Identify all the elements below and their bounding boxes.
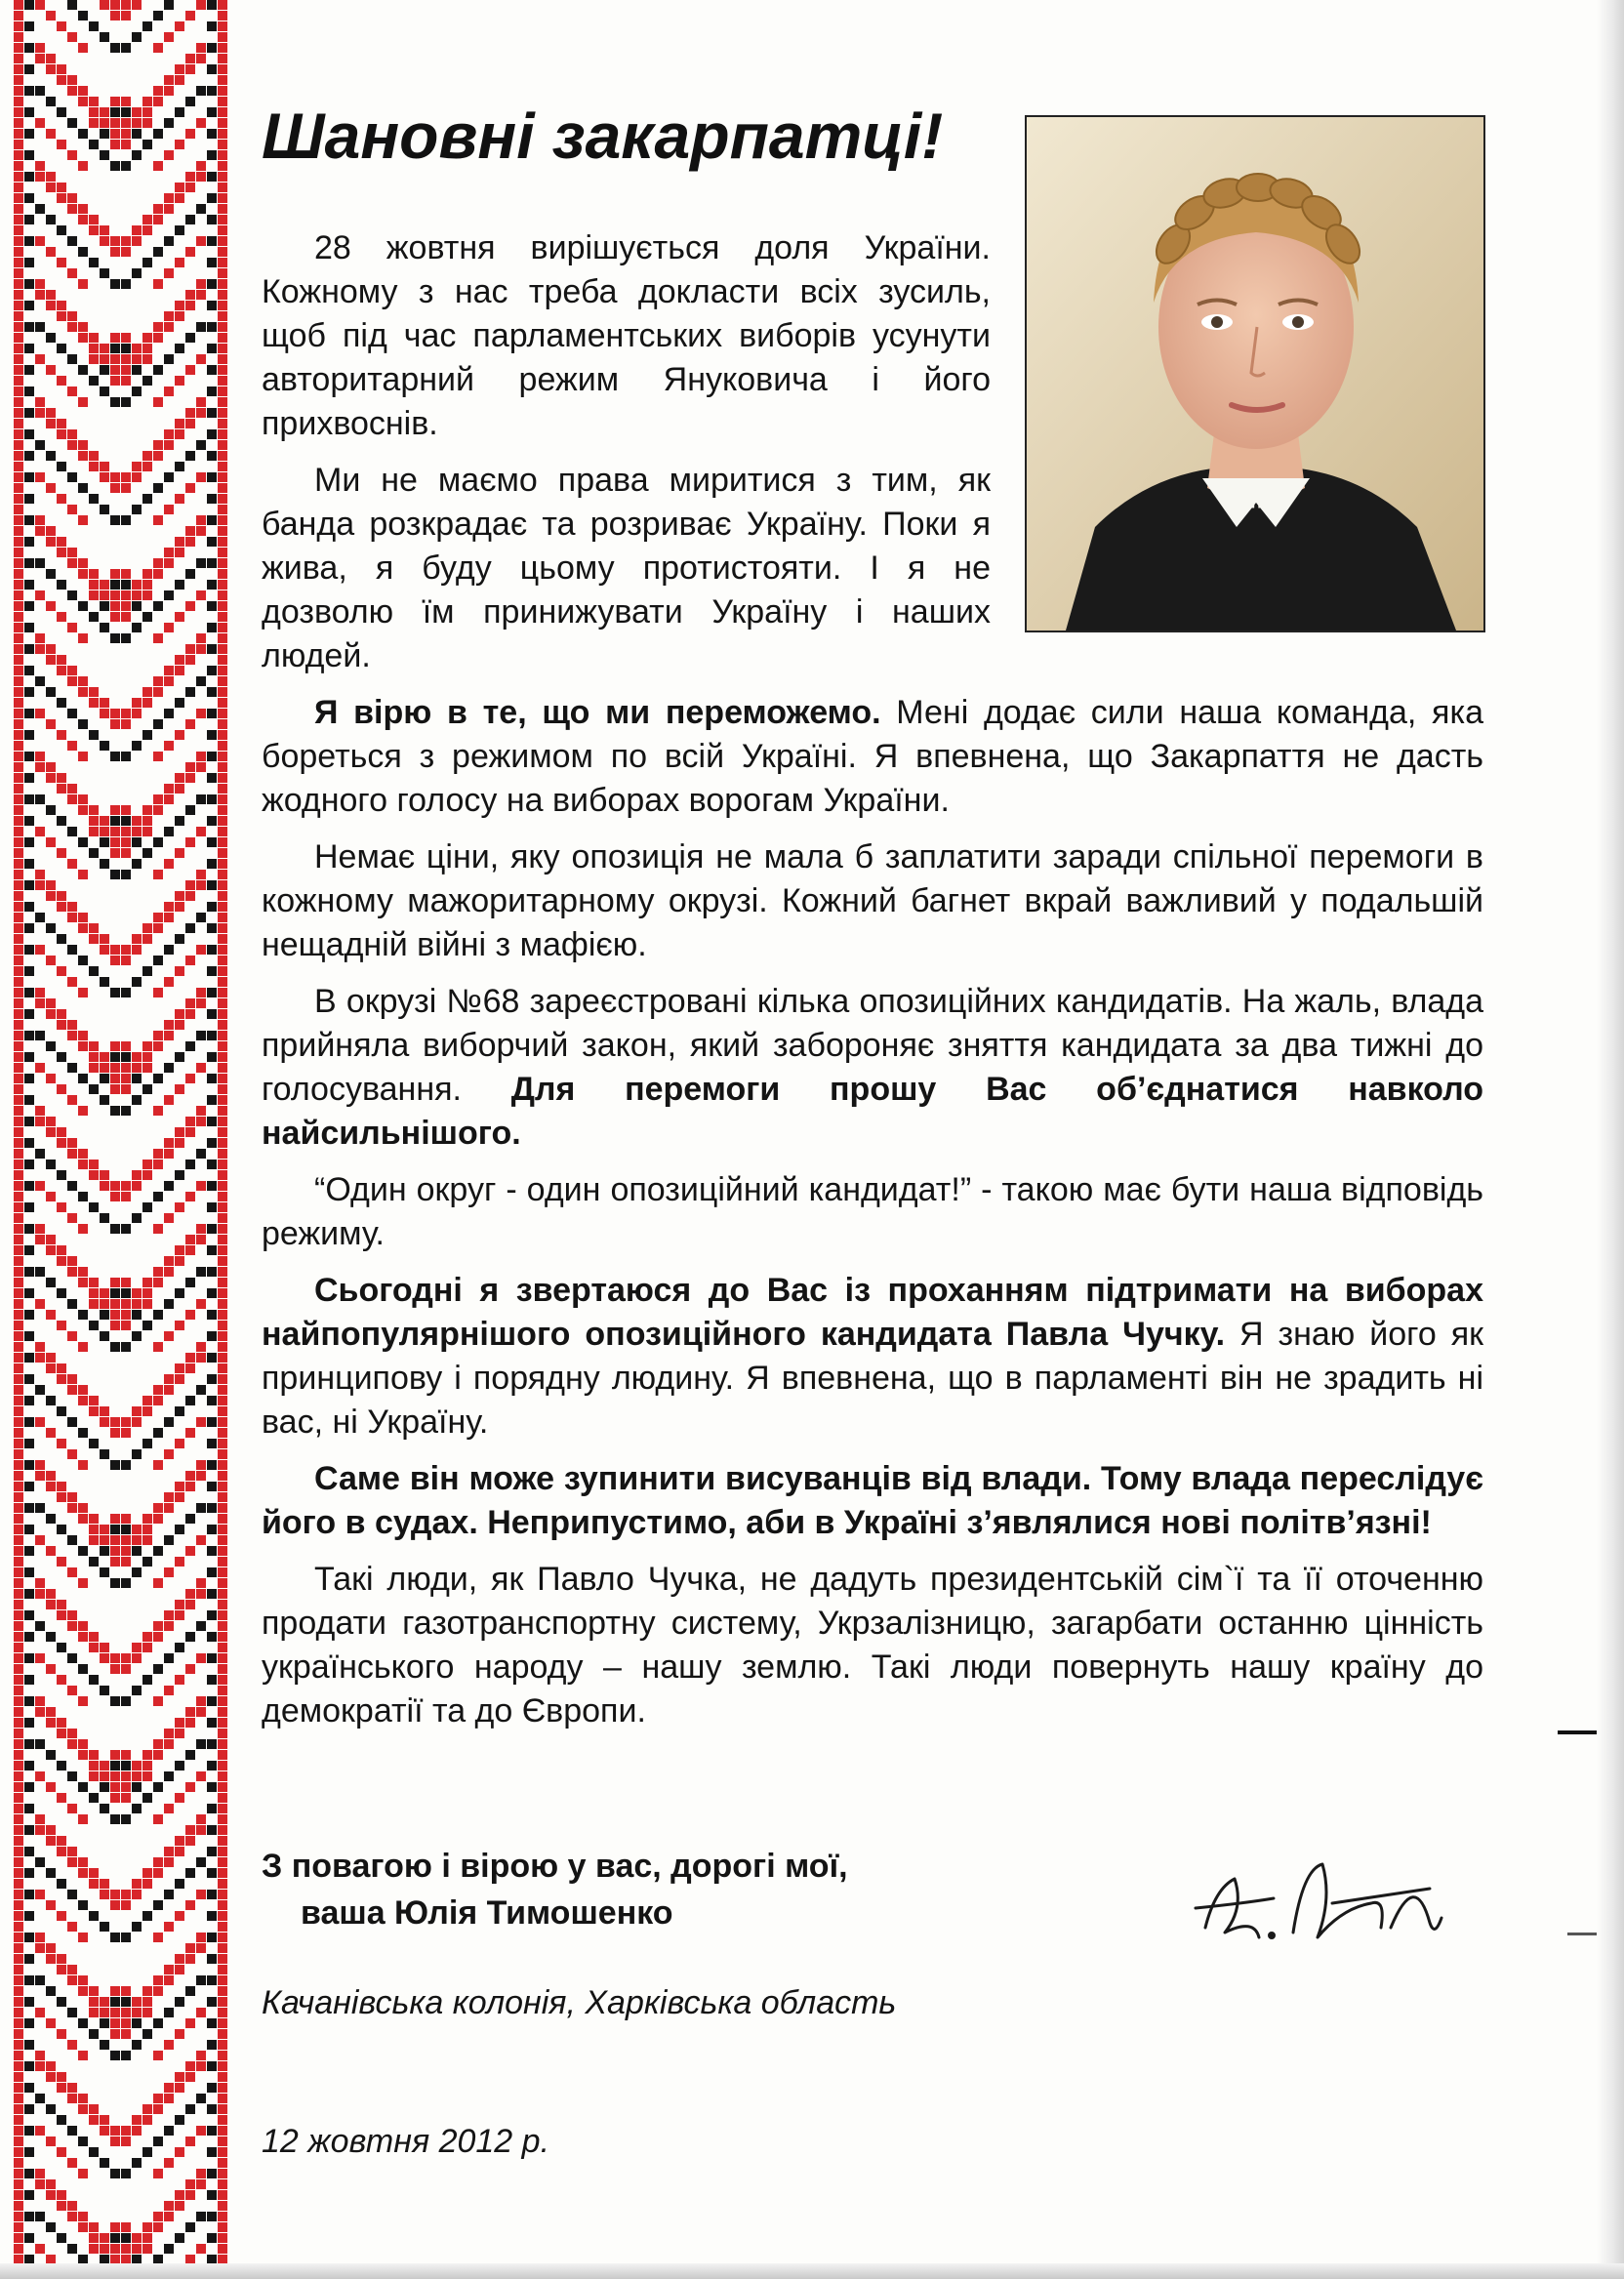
emphasis-text: Сьогодні я звертаюся до Вас із проханням підтримати на виборах найпопулярнішого опозиційного кандидата Павла Чучку. <box>262 1272 1483 1353</box>
letter-paragraph <box>262 1168 1483 1256</box>
letter-date: 12 жовтня 2012 р. <box>262 2123 550 2160</box>
letter-paragraph <box>262 835 1483 967</box>
body-text: 28 жовтня вирішується доля України. Кожному з нас треба докласти всіх зусиль, щоб під час парламентських виборів усунути авторитарний режим Януковича і його прихвоснів. <box>262 229 991 442</box>
letter-paragraph <box>262 459 991 678</box>
body-text: Немає ціни, яку опозиція не мала б заплатити заради спільної перемоги в кожному мажоритарному окрузі. Кожний багнет вкрай важливий у подальшій нещадній війні з мафією. <box>262 838 1483 963</box>
scan-mark <box>1567 1933 1597 1935</box>
body-text: В окрузі №68 зареєстровані кілька опозиційних кандидатів. На жаль, влада прийняла виборчий закон, який забороняє зняття кандидата за два тижні до голосування. <box>262 983 1483 1108</box>
letter-paragraph <box>262 691 1483 823</box>
letter-title: Шановні закарпатці! <box>262 100 944 172</box>
body-text: Ми не маємо права миритися з тим, як банда розкрадає та розриває Україну. Поки я жива, я буду цьому протистояти. І я не дозволю їм принижувати Україну і наших людей. <box>262 462 991 674</box>
letter-paragraph <box>262 226 991 446</box>
letter-place: Качанівська колонія, Харківська область <box>262 1984 897 2021</box>
scan-edge <box>0 2263 1624 2279</box>
embroidery-ornament-border <box>14 0 230 2279</box>
closing-line: З повагою і вірою у вас, дорогі мої, <box>262 1848 848 1885</box>
letter-paragraph <box>262 1457 1483 1545</box>
letter-paragraph <box>262 980 1483 1156</box>
letter-body <box>262 226 1483 1746</box>
body-text: Такі люди, як Павло Чучка, не дадуть президентській сім`ї та її оточенню продати газотранспортну систему, Укрзалізницю, загарбати останню цінність українського народу – нашу землю. Такі люди повернуть нашу країну до демократії та до Європи. <box>262 1561 1483 1730</box>
letter-paragraph <box>262 1269 1483 1445</box>
emphasis-text: Я вірю в те, що ми переможемо. <box>314 694 881 731</box>
body-text: “Один округ - один опозиційний кандидат!” - такою має бути наша відповідь режиму. <box>262 1171 1483 1252</box>
letter-closing <box>262 1843 1101 1936</box>
letter-paragraph <box>262 1558 1483 1733</box>
body-text: Я знаю його як принципову і порядну людину. Я впевнена, що в парламенті він не зрадить ні вас, ні Україну. <box>262 1316 1483 1441</box>
handwritten-signature <box>1186 1850 1449 1957</box>
emphasis-text: Для перемоги прошу Вас об’єднатися навколо найсильнішого. <box>262 1071 1483 1152</box>
body-text: Мені додає сили наша команда, яка бореться з режимом по всій Україні. Я впевнена, що Закарпаття не дасть жодного голосу на виборах ворогам України. <box>262 694 1483 819</box>
scan-edge <box>1597 0 1624 2279</box>
emphasis-text: Саме він може зупинити висуванців від влади. Тому влада переслідує його в судах. Неприпустимо, аби в Україні з’являлися нові політв’язні! <box>262 1460 1483 1541</box>
closing-signature-name: ваша Юлія Тимошенко <box>301 1894 673 1932</box>
scan-mark <box>1558 1730 1597 1734</box>
